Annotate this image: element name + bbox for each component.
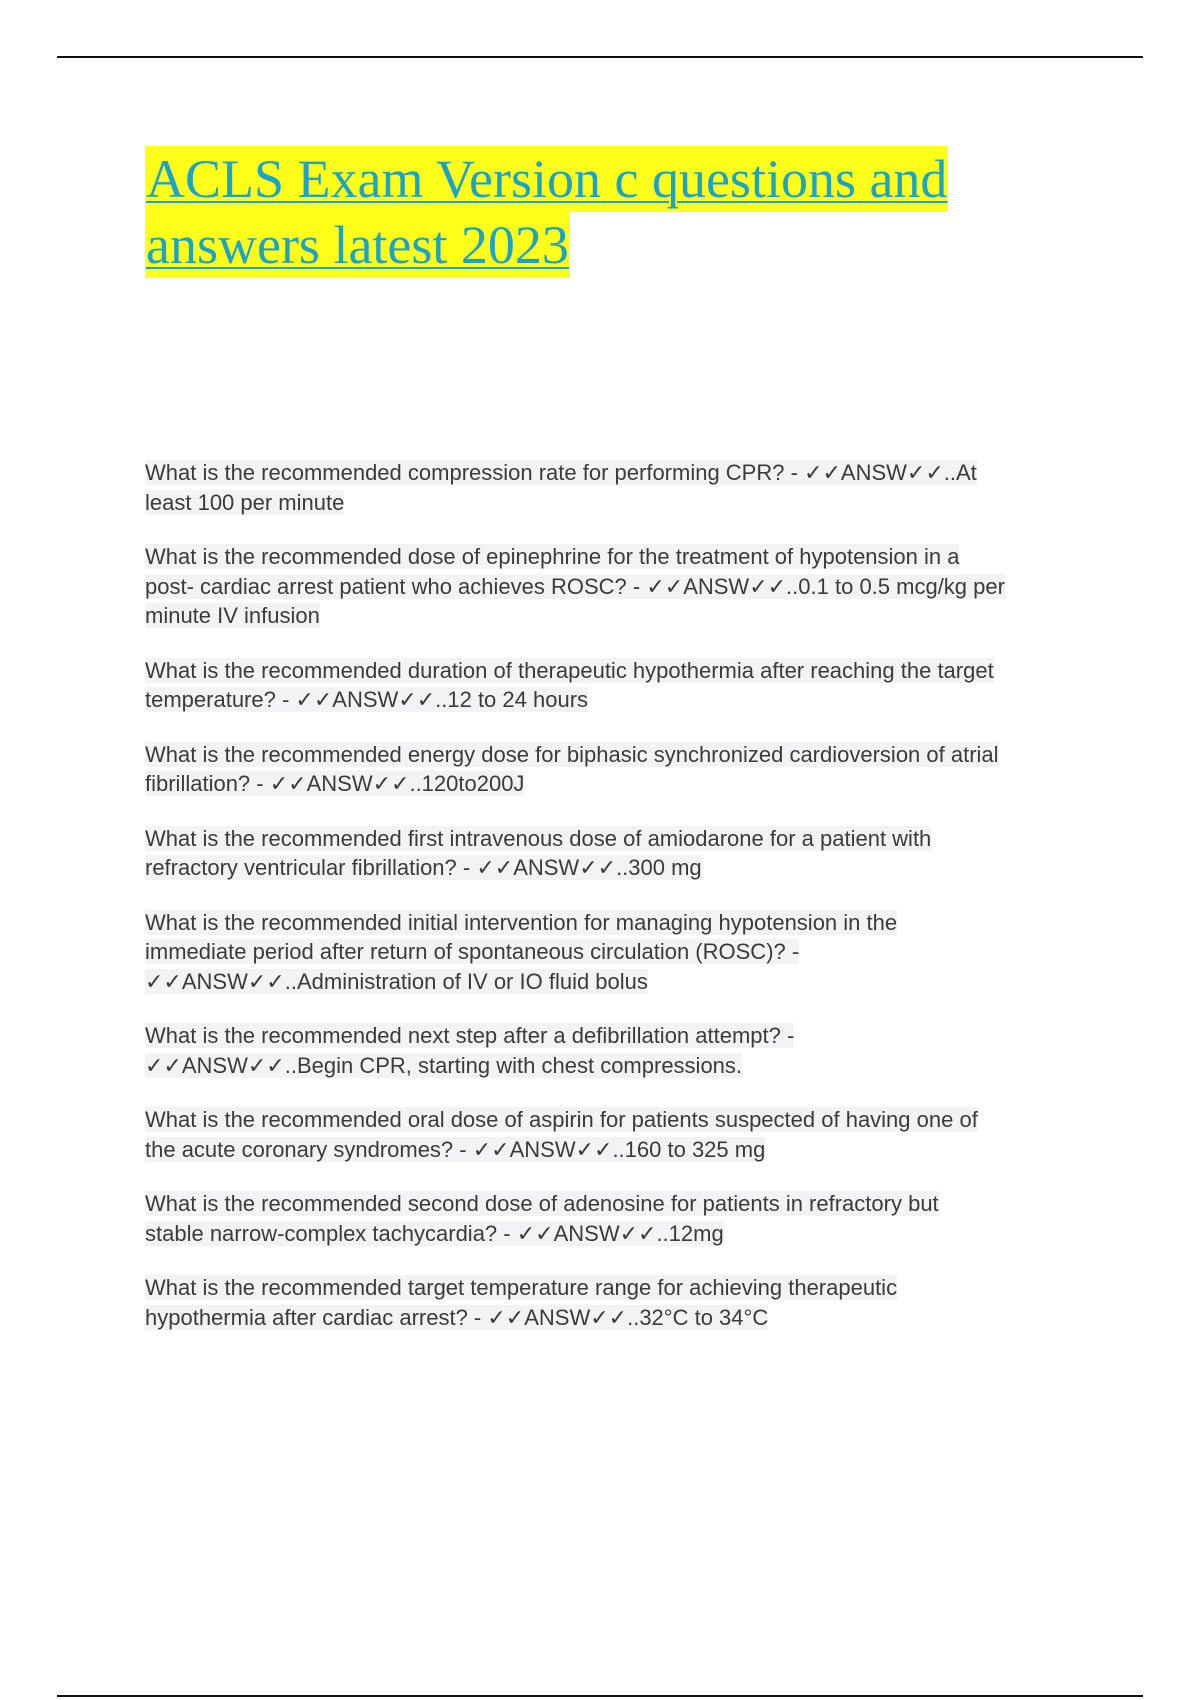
qa-list	[145, 458, 1095, 1332]
qa-line	[145, 1105, 1095, 1135]
qa-line-text: What is the recommended oral dose of aspirin for patients suspected of having one of	[145, 1107, 978, 1132]
qa-line	[145, 685, 1095, 715]
qa-line-text: post- cardiac arrest patient who achieves ROSC? - ✓✓ANSW✓✓..0.1 to 0.5 mcg/kg per	[145, 573, 1005, 599]
qa-item	[145, 824, 1095, 883]
qa-item	[145, 656, 1095, 715]
qa-item	[145, 740, 1095, 799]
qa-line	[145, 769, 1095, 799]
qa-line-text: fibrillation? - ✓✓ANSW✓✓..120to200J	[145, 771, 525, 796]
qa-line	[145, 458, 1095, 488]
qa-item	[145, 1273, 1095, 1332]
qa-line	[145, 853, 1095, 883]
qa-line	[145, 1273, 1095, 1303]
top-divider	[57, 56, 1143, 58]
qa-line	[145, 824, 1095, 854]
qa-line-text: What is the recommended target temperature range for achieving therapeutic	[145, 1275, 898, 1300]
title-line: ACLS Exam Version c questions and	[145, 146, 1045, 212]
qa-line	[145, 937, 1095, 967]
qa-line-text: What is the recommended energy dose for biphasic synchronized cardioversion of atrial	[145, 741, 999, 767]
qa-line-text: hypothermia after cardiac arrest? - ✓✓ANSW✓✓..32°C to 34°C	[145, 1304, 769, 1330]
qa-item	[145, 1189, 1095, 1248]
qa-line	[145, 908, 1095, 938]
qa-item	[145, 542, 1095, 631]
qa-line	[145, 572, 1095, 602]
qa-item	[145, 458, 1095, 517]
qa-line-text: immediate period after return of spontaneous circulation (ROSC)? -	[145, 939, 800, 964]
qa-line	[145, 967, 1095, 997]
qa-line	[145, 1135, 1095, 1165]
bottom-divider	[57, 1695, 1143, 1697]
qa-line-text: minute IV infusion	[145, 603, 320, 628]
qa-line-text: What is the recommended next step after a defibrillation attempt? -	[145, 1023, 795, 1048]
qa-line-text: refractory ventricular fibrillation? - ✓✓ANSW✓✓..300 mg	[145, 855, 702, 880]
qa-line-text: ✓✓ANSW✓✓..Begin CPR, starting with chest compressions.	[145, 1052, 743, 1078]
qa-line-text: temperature? - ✓✓ANSW✓✓..12 to 24 hours	[145, 687, 589, 712]
qa-line-text: stable narrow-complex tachycardia? - ✓✓ANSW✓✓..12mg	[145, 1220, 724, 1246]
qa-line	[145, 488, 1095, 518]
qa-line-text: What is the recommended dose of epinephrine for the treatment of hypotension in a	[145, 544, 960, 569]
qa-line	[145, 656, 1095, 686]
qa-line	[145, 740, 1095, 770]
qa-line-text: least 100 per minute	[145, 489, 345, 515]
qa-line-text: What is the recommended initial intervention for managing hypotension in the	[145, 909, 898, 935]
qa-line-text: the acute coronary syndromes? - ✓✓ANSW✓✓..160 to 325 mg	[145, 1136, 766, 1162]
qa-line	[145, 1051, 1095, 1081]
qa-item	[145, 1021, 1095, 1080]
qa-item	[145, 908, 1095, 997]
qa-line-text: ✓✓ANSW✓✓..Administration of IV or IO fluid bolus	[145, 968, 648, 994]
qa-line	[145, 1303, 1095, 1333]
qa-line-text: What is the recommended compression rate for performing CPR? - ✓✓ANSW✓✓..At	[145, 460, 977, 485]
qa-line-text: What is the recommended first intravenous dose of amiodarone for a patient with	[145, 825, 932, 851]
qa-line-text: What is the recommended second dose of adenosine for patients in refractory but	[145, 1191, 939, 1216]
qa-item	[145, 1105, 1095, 1164]
qa-line	[145, 601, 1095, 631]
title-line: answers latest 2023	[145, 212, 1045, 278]
qa-line-text: What is the recommended duration of therapeutic hypothermia after reaching the target	[145, 657, 994, 683]
qa-line	[145, 1021, 1095, 1051]
document-title[interactable]	[145, 146, 1045, 278]
qa-line	[145, 1189, 1095, 1219]
qa-line	[145, 542, 1095, 572]
qa-line	[145, 1219, 1095, 1249]
